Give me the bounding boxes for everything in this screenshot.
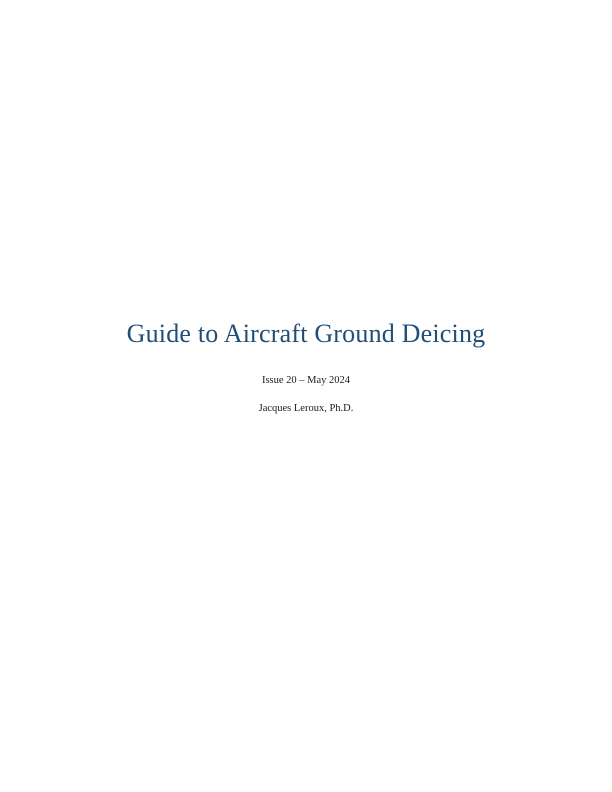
page-title: Guide to Aircraft Ground Deicing [126, 319, 486, 348]
title-block [0, 318, 612, 416]
issue-line: Issue 20 – May 2024 [261, 375, 351, 386]
author-line: Jacques Leroux, Ph.D. [258, 403, 354, 414]
